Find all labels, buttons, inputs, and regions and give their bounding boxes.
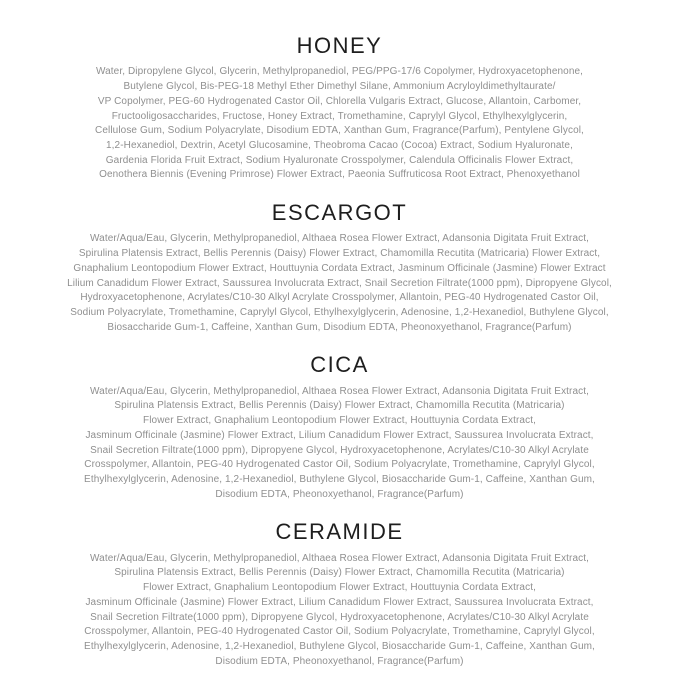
section-title-escargot: ESCARGOT — [271, 200, 408, 226]
ingredients-text-ceramide: Water/Aqua/Eau, Glycerin, Methylpropanediol, Althaea Rosea Flower Extract, Adansonia Digitata Fruit Extract, Spirulina Platensis Extract, Bellis Perennis (Daisy) Flower Extract, Chamomilla Recutita (Matricaria) Flower Extract, Gnaphalium Leontopodium Flower Extract, Houttuynia Cordata Extract, Jasminum Officinale (Jasmine) Flower Extract, Lilium Canadidum Flower Extract, Saussurea Involucrata Extract, Snail Secretion Filtrate(1000 ppm), Dipropyene Glycol, Hydroxyacetophenone, Acrylates/C10-30 Alkyl Acrylate Crosspolymer, Allantoin, PEG-40 Hydrogenated Castor Oil, Sodium Polyacrylate, Tromethamine, Caprylyl Glycol, Ethylhexylglycerin, Adenosine, 1,2-Hexanediol, Buthylene Glycol, Biosaccharide Gum-1, Caffeine, Xanthan Gum, Disodium EDTA, Pheonoxyethanol, Fragrance(Parfum) — [84, 552, 595, 667]
ingredients-text-cica: Water/Aqua/Eau, Glycerin, Methylpropanediol, Althaea Rosea Flower Extract, Adansonia Digitata Fruit Extract, Spirulina Platensis Extract, Bellis Perennis (Daisy) Flower Extract, Chamomilla Recutita (Matricaria) Flower Extract, Gnaphalium Leontopodium Flower Extract, Houttuynia Cordata Extract, Jasminum Officinale (Jasmine) Flower Extract, Lilium Canadidum Flower Extract, Saussurea Involucrata Extract, Snail Secretion Filtrate(1000 ppm), Dipropyene Glycol, Hydroxyacetophenone, Acrylates/C10-30 Alkyl Acrylate Crosspolymer, Allantoin, PEG-40 Hydrogenated Castor Oil, Sodium Polyacrylate, Tromethamine, Caprylyl Glycol, Ethylhexylglycerin, Adenosine, 1,2-Hexanediol, Buthylene Glycol, Biosaccharide Gum-1, Caffeine, Xanthan Gum, Disodium EDTA, Pheonoxyethanol, Fragrance(Parfum) — [84, 385, 595, 500]
section-escargot — [25, 200, 654, 335]
section-title-cica: CICA — [310, 352, 369, 378]
ingredients-text-escargot: Water/Aqua/Eau, Glycerin, Methylpropanediol, Althaea Rosea Flower Extract, Adansonia Digitata Fruit Extract, Spirulina Platensis Extract, Bellis Perennis (Daisy) Flower Extract, Chamomilla Recutita (Matricaria) Flower Extract, Gnaphalium Leontopodium Flower Extract, Houttuynia Cordata Extract, Jasminum Officinale (Jasmine) Flower Extract Lilium Canadidum Flower Extract, Saussurea Involucrata Extract, Snail Secretion Filtrate(1000 ppm), Dipropyene Glycol, Hydroxyacetophenone, Acrylates/C10-30 Alkyl Acrylate Crosspolymer, Allantoin, PEG-40 Hydrogenated Castor Oil, Sodium Polyacrylate, Tromethamine, Caprylyl Glycol, Ethylhexylglycerin, Adenosine, 1,2-Hexanediol, Buthylene Glycol, Biosaccharide Gum-1, Caffeine, Xanthan Gum, Disodium EDTA, Pheonoxyethanol, Fragrance(Parfum) — [67, 233, 612, 333]
section-honey — [25, 33, 654, 183]
section-title-ceramide: CERAMIDE — [275, 519, 404, 545]
ingredients-text-honey: Water, Dipropylene Glycol, Glycerin, Methylpropanediol, PEG/PPG-17/6 Copolymer, Hydroxyacetophenone, Butylene Glycol, Bis-PEG-18 Methyl Ether Dimethyl Silane, Ammonium Acryloyldimethyltaurate/ VP Copolymer, PEG-60 Hydrogenated Castor Oil, Chlorella Vulgaris Extract, Glucose, Allantoin, Carbomer, Fructooligosaccharides, Fructose, Honey Extract, Tromethamine, Caprylyl Glycol, Ethylhexylglycerin, Cellulose Gum, Sodium Polyacrylate, Disodium EDTA, Xanthan Gum, Fragrance(Parfum), Pentylene Glycol, 1,2-Hexanediol, Dextrin, Acetyl Glucosamine, Theobroma Cacao (Cocoa) Extract, Sodium Hyaluronate, Gardenia Florida Fruit Extract, Sodium Hyaluronate Crosspolymer, Calendula Officinalis Flower Extract, Oenothera Biennis (Evening Primrose) Flower Extract, Paeonia Suffruticosa Root Extract, Phenoxyethanol — [95, 66, 584, 181]
section-title-honey: HONEY — [296, 33, 383, 58]
section-ceramide — [25, 519, 654, 669]
section-cica — [25, 352, 654, 502]
